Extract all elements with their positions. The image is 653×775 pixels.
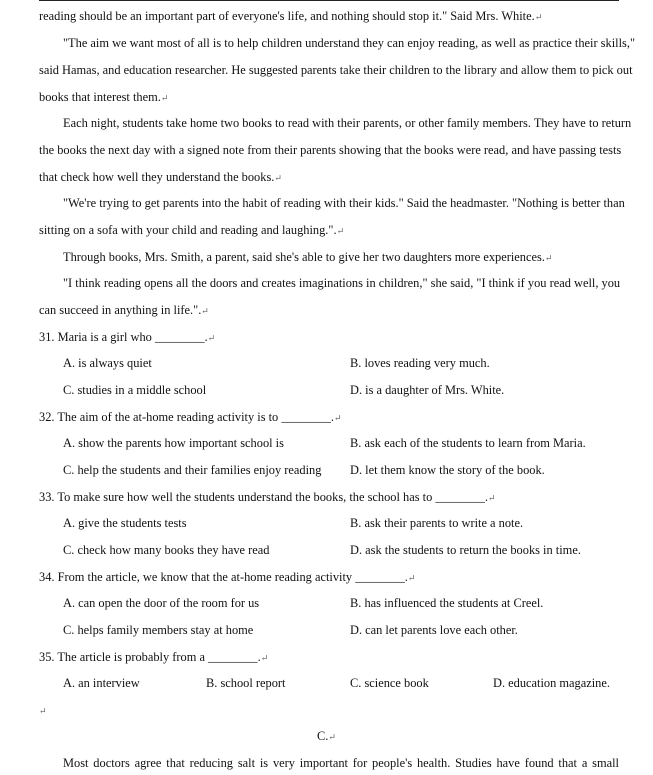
top-rule [39,0,619,1]
question-stem: 33. To make sure how well the students understand the books, the school has to ________.↵ [39,490,496,504]
option-c: C. help the students and their families enjoy reading [63,463,322,477]
passage-line: that check how well they understand the books.↵ [39,170,282,184]
option-b: B. ask their parents to write a note. [350,516,524,530]
passage-line: reading should be an important part of everyone's life, and nothing should stop it." Said Mrs. White.↵ [39,9,543,23]
option-a: A. an interview [63,676,140,690]
option-a: A. show the parents how important school is [63,436,284,450]
passage-line: books that interest them.↵ [39,90,169,104]
question-stem: 35. The article is probably from a ________.↵ [39,650,269,664]
option-a: A. can open the door of the room for us [63,596,260,610]
passage-line: sitting on a sofa with your child and reading and laughing.".↵ [39,223,345,237]
option-b: B. loves reading very much. [350,356,490,370]
option-d: D. is a daughter of Mrs. White. [350,383,505,397]
option-d: D. can let parents love each other. [350,623,518,637]
passage-line: can succeed in anything in life.".↵ [39,303,209,317]
passage-line: Each night, students take home two books to read with their parents, or other family members. They have to return [63,116,632,130]
question-stem: 32. The aim of the at-home reading activity is to ________.↵ [39,410,342,424]
next-passage-line: Most doctors agree that reducing salt is very important for people's health. Studies have found that a small [63,756,619,770]
option-b: B. school report [206,676,286,690]
passage-line: the books the next day with a signed note from their parents showing that the books were read, and have passing tests [39,143,622,157]
question-stem: 31. Maria is a girl who ________.↵ [39,330,216,344]
option-c: C. science book [350,676,429,690]
question-stem: 34. From the article, we know that the at-home reading activity ________.↵ [39,570,416,584]
option-d: D. education magazine. [493,676,610,690]
option-b: B. has influenced the students at Creel. [350,596,544,610]
passage-line: "I think reading opens all the doors and creates imaginations in children," she said, "I think if you read well, you [63,276,621,290]
option-d: D. let them know the story of the book. [350,463,545,477]
option-d: D. ask the students to return the books in time. [350,543,581,557]
section-label: C.↵ [317,729,336,743]
empty-paragraph-mark: ↵ [39,706,47,716]
option-c: C. helps family members stay at home [63,623,254,637]
passage-line: "We're trying to get parents into the habit of reading with their kids." Said the headmaster. "Nothing is better than [63,196,625,210]
option-a: A. give the students tests [63,516,187,530]
passage-line: Through books, Mrs. Smith, a parent, said she's able to give her two daughters more experiences.↵ [63,250,553,264]
passage-line: "The aim we want most of all is to help children understand they can enjoy reading, as well as practice their skills," [63,36,636,50]
passage-line: said Hamas, and education researcher. He suggested parents take their children to the library and allow them to pick out [39,63,633,77]
option-c: C. check how many books they have read [63,543,270,557]
option-c: C. studies in a middle school [63,383,207,397]
option-a: A. is always quiet [63,356,152,370]
option-b: B. ask each of the students to learn from Maria. [350,436,586,450]
